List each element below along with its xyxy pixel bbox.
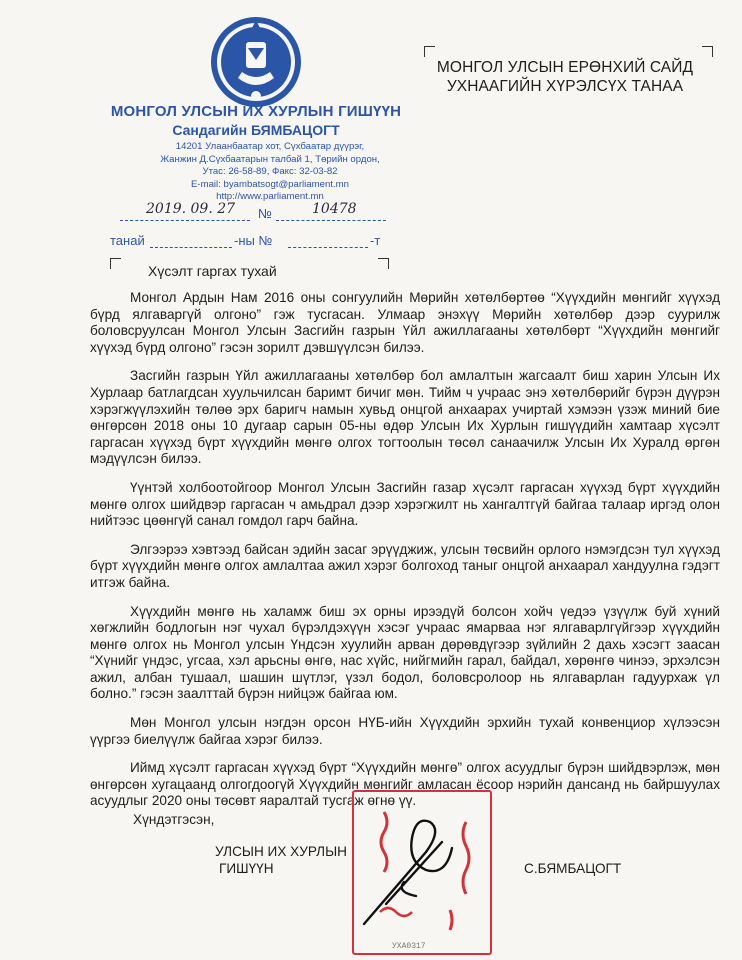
body-paragraph: Үүнтэй холбоотойгоор Монгол Улсын Засгийн газар хүсэлт гаргасан хүүхэд бүрт хүүхдийн мөнгө олгох шийдвэр гаргасан ч амьдрал дээр хэрэгжилт нь хангалтгүй байгаа талаар иргэд олон нийтээс цөөнгүй санал гомдол гарч байна. <box>90 479 720 529</box>
recipient-bracket-right <box>702 46 713 57</box>
handwritten-number: 10478 <box>312 201 357 217</box>
signature-org-line-1: УЛСЫН ИХ ХУРЛЫН <box>215 844 347 859</box>
number-field-line <box>276 219 386 221</box>
email: E-mail: byambatsogt@parliament.mn <box>191 178 349 190</box>
phone-fax: Утас: 26-58-89, Факс: 32-03-82 <box>202 166 338 178</box>
corner-bracket-top-left <box>110 258 121 269</box>
signatory-name: С.БЯМБАЦОГТ <box>524 861 622 876</box>
handwritten-date: 2019. 09. 27 <box>146 201 236 217</box>
signature-org-line-2: ГИШҮҮН <box>219 861 274 876</box>
date-field-line <box>120 219 250 221</box>
your-number-field-line <box>288 246 368 248</box>
handwritten-signature-icon <box>356 812 466 930</box>
address-line-2: Жанжин Д.Сүхбаатарын талбай 1, Төрийн ордон, <box>160 153 380 165</box>
body-paragraph: Засгийн газрын Үйл ажиллагааны хөтөлбөр бол амлалтын жагсаалт биш харин Улсын Их Хурлаар батлагдсан хуульчилсан баримт бичиг мөн. Тийм ч учраас энэ хөтөлбөрийг бүрэн дүүрэн хэрэгжүүлэхийн төлөө эрх баригч намын хувьд онцгой анхаарах учиртай хэмээн үзэж миний бие өнгөрсөн 2018 оны 10 дугаар сарын 05-ны өдөр Улсын Их Хурлын гишүүдийн хамтаар хүсэлт гаргасан хүүхэд бүрт хүүхдийн мөнгө олгох тогтоолын төсөл санаачилж Улсын Их Хуралд өргөн мэдүүлсэн билээ. <box>90 368 720 467</box>
closing-salutation: Хүндэтгэсэн, <box>133 812 215 827</box>
letter-body <box>90 290 720 822</box>
signature-org <box>215 843 347 877</box>
recipient-bracket-left <box>424 46 435 57</box>
website: http://www.parliament.mn <box>216 191 324 203</box>
letterhead-contact <box>150 141 390 204</box>
t-label: -т <box>370 233 381 248</box>
your-label: танай <box>110 233 145 248</box>
ny-label: -ны № <box>234 233 273 248</box>
body-paragraph: Иймд хүсэлт гаргасан хүүхэд бүрт “Хүүхдийн мөнгө” олгох асуудлыг бүрэн шийдвэрлэж, мөн өнгөрсөн хугацаанд олгогдоогүй Хүүхдийн мөнгийг амласан ёсоор нэрийн дансанд нь байршуулах асуудлыг 2020 оны төсөвт яаралтай тусгаж өгнө үү. <box>90 760 720 809</box>
corner-bracket-top-right <box>378 258 389 269</box>
state-emblem-icon <box>208 12 304 112</box>
number-label: № <box>258 206 272 221</box>
recipient-line-2: УХНААГИЙН ХҮРЭЛСҮХ ТАНАА <box>446 78 684 95</box>
letter-subject: Хүсэлт гаргах тухай <box>148 263 277 279</box>
letterhead-name: Сандагийн БЯМБАЦОГТ <box>172 122 340 138</box>
stamp-code: УХА0317 <box>392 942 426 951</box>
body-paragraph: Элгээрээ хэвтээд байсан эдийн засаг эрүүджиж, улсын төсвийн орлого нэмэгдсэн тул хүүхэд бүрт хүүхдийн мөнгө олгох амлалтаа ажил хэрэг болгоход таныг онцгой анхаарал хандуулна гэдэгт итгэж байна. <box>90 541 720 590</box>
recipient-line-1: МОНГОЛ УЛСЫН ЕРӨНХИЙ САЙД <box>436 59 694 76</box>
body-paragraph: Мөн Монгол улсын нэгдэн орсон НҮБ-ийн Хүүхдийн эрхийн тухай конвенциор хүлээсэн үүргээ биелүүлж байгаа хэрэг билээ. <box>90 715 720 747</box>
letterhead-title: МОНГОЛ УЛСЫН ИХ ХУРЛЫН ГИШҮҮН <box>110 103 402 120</box>
body-paragraph: Монгол Ардын Нам 2016 оны сонгуулийн Мөрийн хөтөлбөртөө “Хүүхдийн мөнгийг хүүхэд бүрд ялгаваргүй олгоно” гэж тусгасан. Улмаар энэхүү Мөрийн хөтөлбөр дээр суурилж боловсруулсан Монгол Улсын Засгийн газрын Үйл ажиллагааны хөтөлбөрт “Хүүхдийн мөнгийг хүүхэд бүрд олгоно” гэсэн зорилт дэвшүүлсэн билээ. <box>90 290 720 355</box>
recipient-block <box>420 58 710 96</box>
your-date-field-line <box>150 246 232 248</box>
body-paragraph: Хүүхдийн мөнгө нь халамж биш эх орны ирээдүй болсон хойч үедээ үзүүлж буй хүний хөгжлийн бодлогын нэг чухал бүрэлдэхүүн хэсэг учраас ямарваа нэг ялгаварлгүйгээр хүүхдийн мөнгө олгох нь Монгол улсын Үндсэн хуулийн арван дөрөвдүгээр зүйлийн 2 дахь хэсэгт заасан “Хүнийг үндэс, угсаа, хэл арьсны өнгө, нас хүйс, нийгмийн гарал, байдал, хөрөнгө чинээ, эрхэлсэн ажил, албан тушаал, шашин шүтлэг, үзэл бодол, боловсролоор нь ялгаварлан гадуурхаж үл болно.” гэсэн заалттай бүрэн нийцэж байгаа юм. <box>90 603 720 702</box>
address-line-1: 14201 Улаанбаатар хот, Сүхбаатар дүүрэг, <box>175 141 365 152</box>
